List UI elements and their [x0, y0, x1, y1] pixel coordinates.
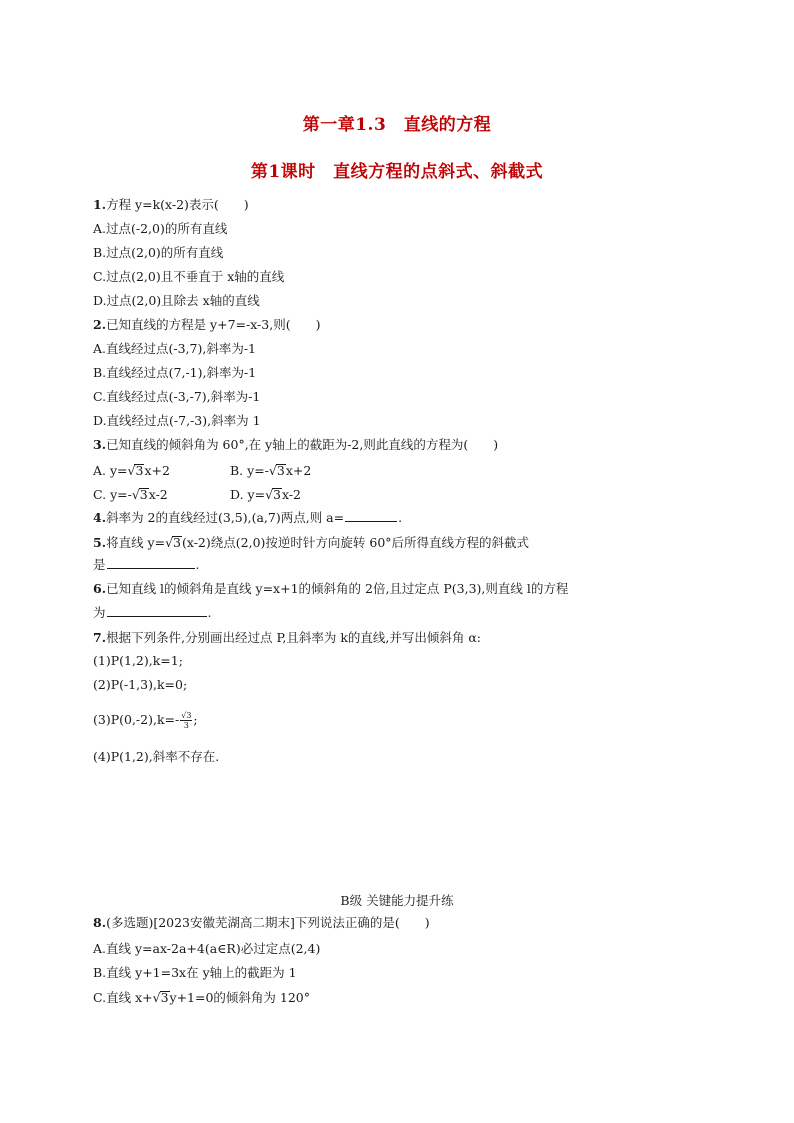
question-8-stem: 8.(多选题)[2023安徽芜湖高二期末]下列说法正确的是( ) [93, 915, 430, 930]
sqrt-radical: √ [152, 990, 161, 1005]
question-8-option-c: C.直线 x+√3y+1=0的倾斜角为 120° [93, 990, 311, 1005]
question-7-item-3: (3)P(0,-2),k=- $\frac{√3}{3}$ ; [93, 711, 198, 730]
question-text: 已知直线的方程是 y+7=-x-3,则( ) [106, 317, 321, 332]
question-7-stem: 7.根据下列条件,分别画出经过点 P,且斜率为 k的直线,并写出倾斜角 α: [93, 630, 482, 645]
sqrt-radical: √ [131, 487, 140, 502]
chapter-title: 第一章1.3 直线的方程 [302, 115, 492, 135]
lesson-title: 第1课时 直线方程的点斜式、斜截式 [250, 162, 544, 182]
question-3-options-row-1 [93, 462, 713, 480]
question-2-option-b: B.直线经过点(7,-1),斜率为-1 [93, 365, 257, 380]
question-2-option-c: C.直线经过点(-3,-7),斜率为-1 [93, 389, 261, 404]
question-7-item-2: (2)P(-1,3),k=0; [93, 677, 188, 692]
question-number: 3. [93, 437, 107, 452]
answer-blank[interactable] [107, 604, 207, 617]
question-8-option-a: A.直线 y=ax-2a+4(a∈R)必过定点(2,4) [93, 941, 321, 956]
question-text: 方程 y=k(x-2)表示( ) [106, 197, 249, 212]
sqrt-radical: √ [165, 535, 174, 550]
question-4: 4.斜率为 2的直线经过(3,5),(a,7)两点,则 a= . [93, 510, 403, 525]
question-6-line-1: 6.已知直线 l的倾斜角是直线 y=x+1的倾斜角的 2倍,且过定点 P(3,3),则直线 l的方程 [93, 581, 569, 596]
question-1-stem [93, 196, 713, 214]
question-3-option-b: B. y=-√3x+2 [230, 463, 312, 478]
question-number: 7. [93, 630, 107, 645]
question-number: 6. [93, 581, 107, 596]
section-b-heading: B级 关键能力提升练 [340, 893, 454, 908]
question-5-line-2: 是 . [93, 557, 200, 572]
question-3-option-c: C. y=-√3x-2 [93, 487, 168, 502]
sqrt-radical: √ [268, 463, 277, 478]
question-number: 5. [93, 535, 107, 550]
question-2-option-a: A.直线经过点(-3,7),斜率为-1 [93, 341, 257, 356]
question-6-line-2: 为 . [93, 605, 212, 620]
question-1-option-a: A.过点(-2,0)的所有直线 [93, 221, 228, 236]
question-number: 4. [93, 510, 107, 525]
question-5-line-1: 5.将直线 y=√3(x-2)绕点(2,0)按逆时针方向旋转 60°后所得直线方程的斜截式 [93, 535, 530, 550]
sqrt-radical: √ [265, 487, 274, 502]
sqrt-radical: √ [127, 463, 136, 478]
answer-blank[interactable] [107, 556, 195, 569]
question-2-option-d: D.直线经过点(-7,-3),斜率为 1 [93, 413, 261, 428]
question-1-option-c: C.过点(2,0)且不垂直于 x轴的直线 [93, 269, 285, 284]
question-1-option-b: B.过点(2,0)的所有直线 [93, 245, 224, 260]
question-3-stem [93, 436, 713, 454]
question-1-option-d: D.过点(2,0)且除去 x轴的直线 [93, 293, 260, 308]
question-number: 8. [93, 915, 107, 930]
question-text: 已知直线的倾斜角为 60°,在 y轴上的截距为-2,则此直线的方程为( ) [106, 437, 499, 452]
question-3-options-row-2 [93, 486, 713, 504]
question-7-item-1: (1)P(1,2),k=1; [93, 653, 183, 668]
question-3-option-d: D. y=√3x-2 [230, 487, 301, 502]
question-2-stem [93, 316, 713, 334]
question-8-option-b: B.直线 y+1=3x在 y轴上的截距为 1 [93, 965, 297, 980]
question-number: 1. [93, 197, 107, 212]
question-number: 2. [93, 317, 107, 332]
answer-blank[interactable] [345, 509, 397, 522]
fraction: $\frac{√3}{3}$ [181, 711, 192, 730]
question-3-option-a: A. y=√3x+2 [93, 463, 170, 478]
question-text: 斜率为 2的直线经过(3,5),(a,7)两点,则 a= [106, 510, 345, 525]
question-7-item-4: (4)P(1,2),斜率不存在. [93, 749, 220, 764]
